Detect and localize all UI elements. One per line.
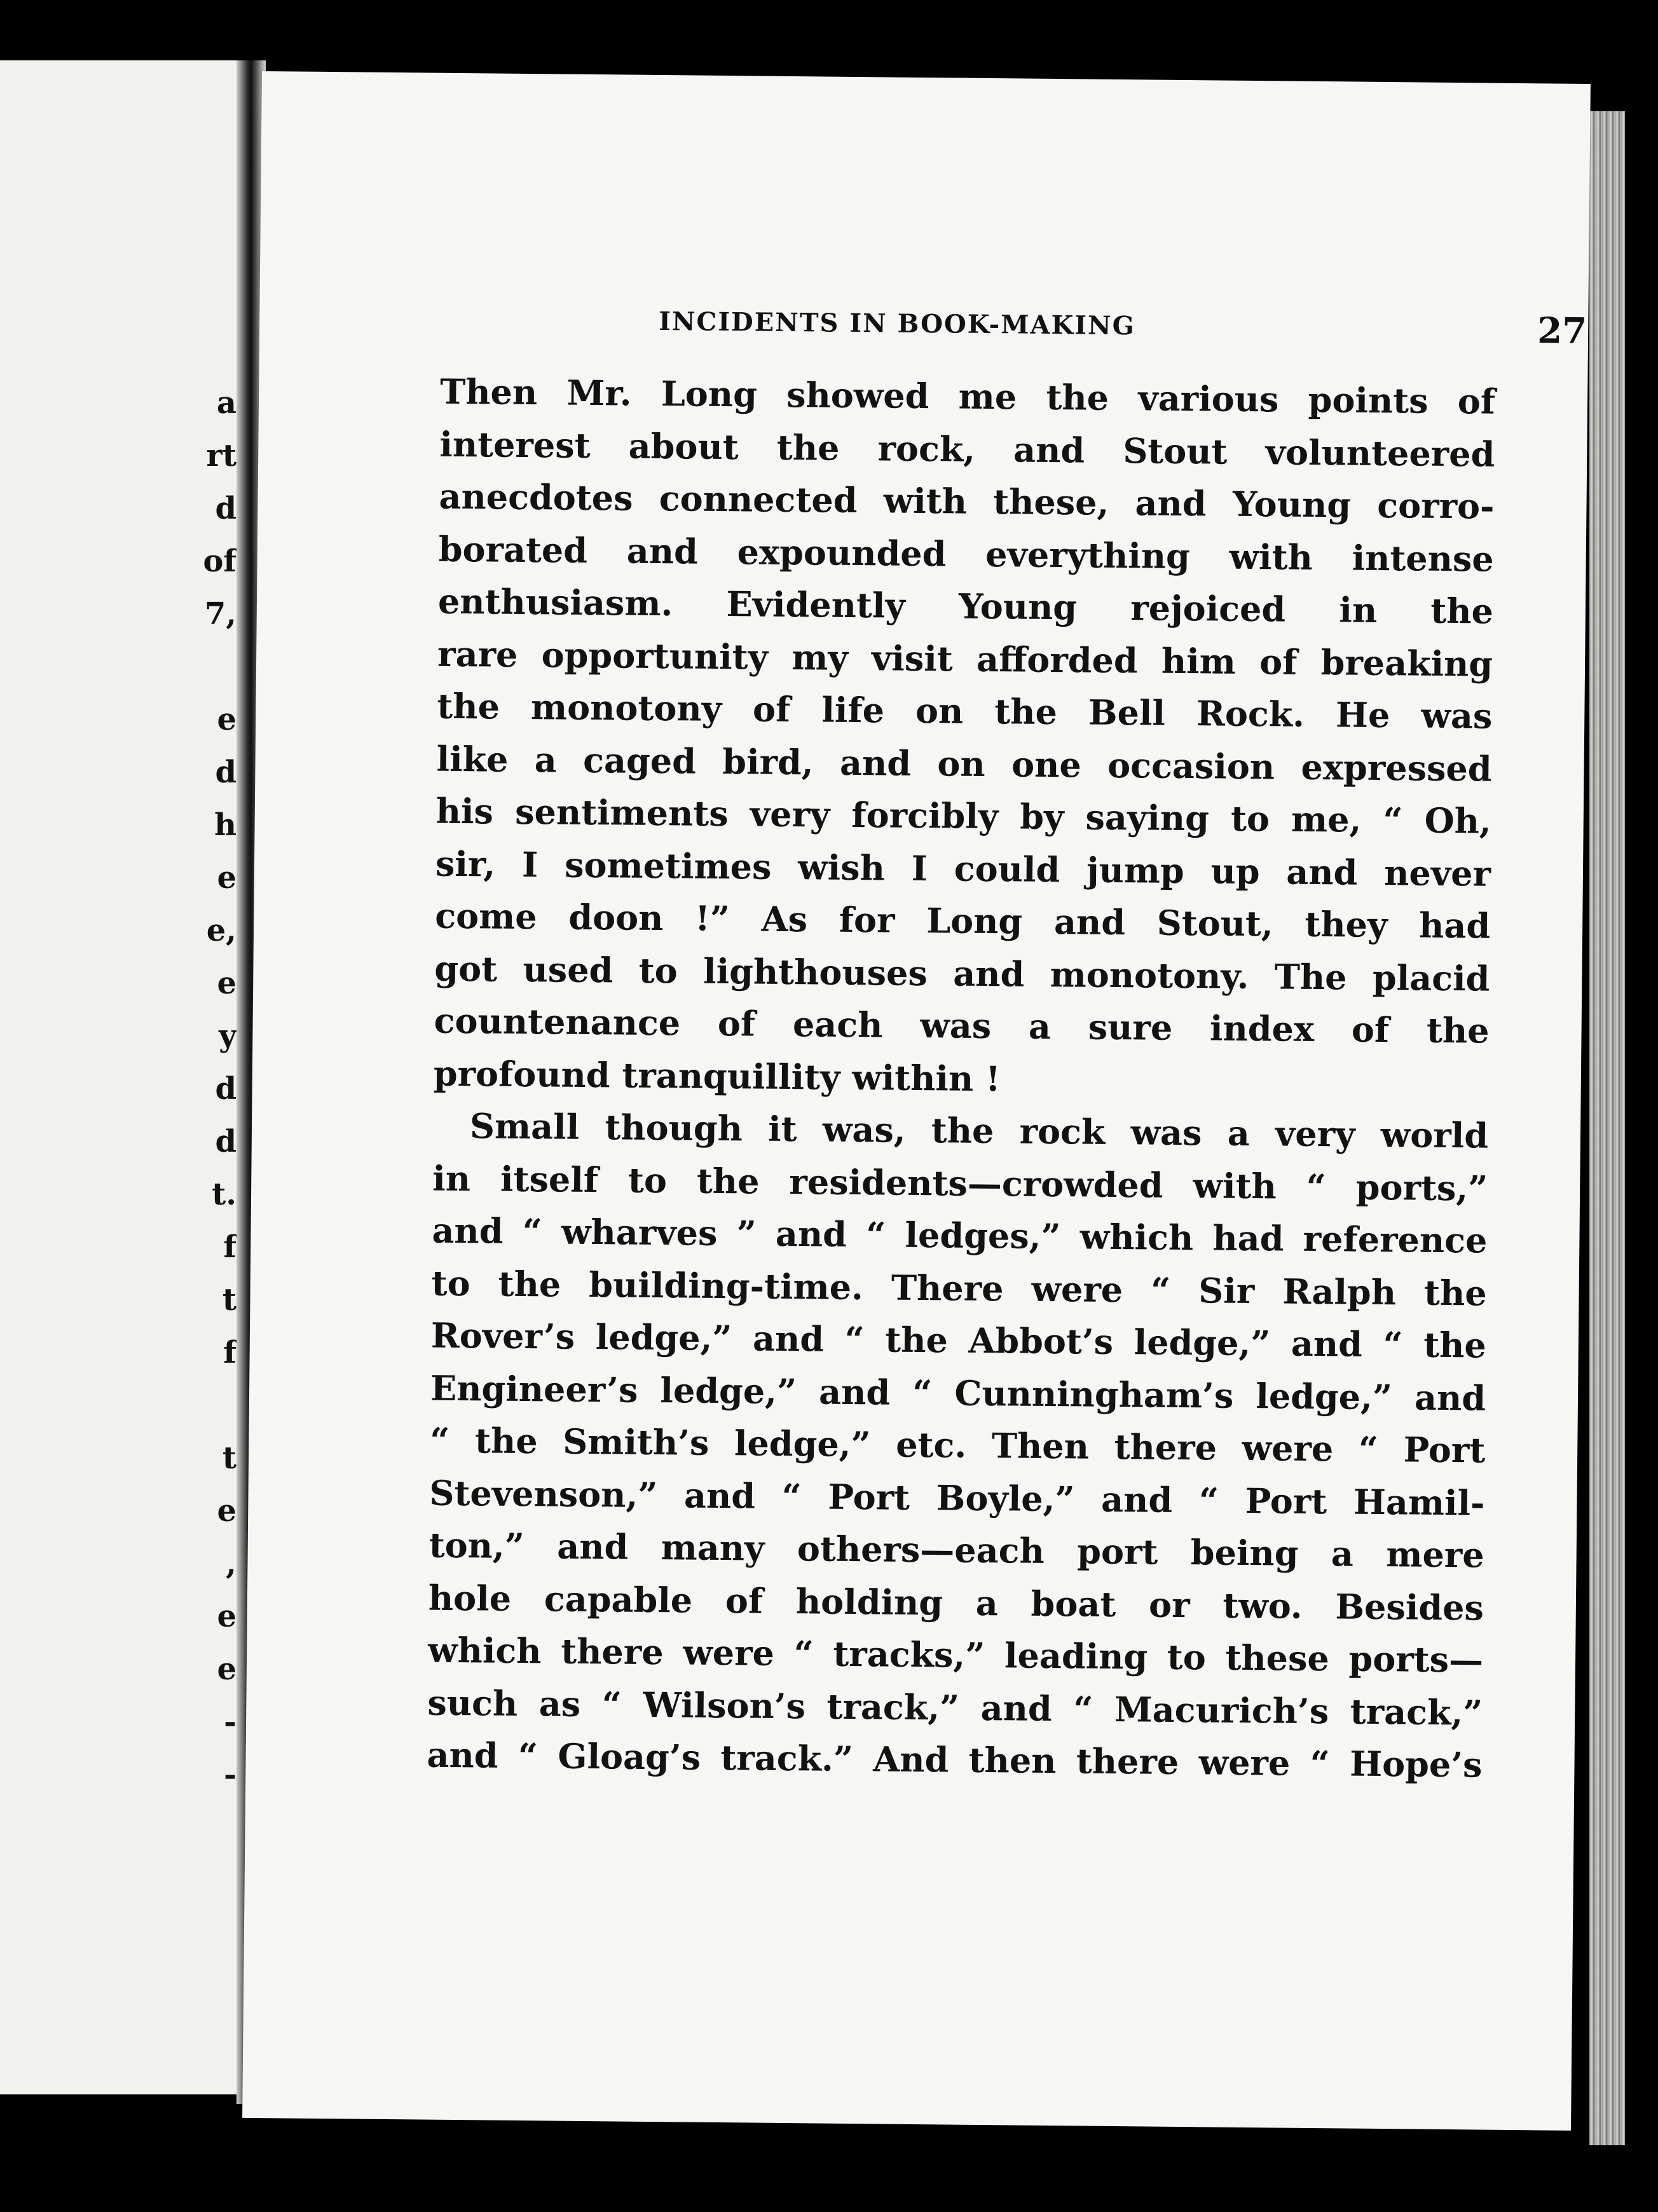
previous-page-fragment: e xyxy=(217,966,236,1001)
paragraph xyxy=(433,365,1495,1110)
previous-page-fragment: 7, xyxy=(204,596,236,632)
text-line: come doon !” As for Long and Stout, they had xyxy=(434,895,1491,946)
previous-page-fragment: h xyxy=(214,807,236,843)
previous-page-fragment: t. xyxy=(212,1177,236,1212)
text-line: rare opportunity my visit afforded him of breaking xyxy=(437,633,1493,685)
previous-page-fragment: f xyxy=(223,1335,236,1370)
text-line: sir, I sometimes wish I could jump up and never xyxy=(435,843,1491,894)
previous-page-fragment: d xyxy=(215,1124,236,1159)
previous-page-fragment: rt xyxy=(206,438,236,474)
text-line: Small though it was, the rock was a very world xyxy=(469,1105,1489,1156)
previous-page-fragment: y xyxy=(219,1018,236,1054)
text-line: “ the Smith’s ledge,” etc. Then there were “ Port xyxy=(430,1419,1486,1471)
text-line: profound tranquillity within ! xyxy=(433,1053,1001,1099)
text-line: his sentiments very forcibly by saying to me, “ Oh, xyxy=(435,790,1492,842)
body-text xyxy=(427,365,1495,1791)
text-line: countenance of each was a sure index of the xyxy=(434,1000,1490,1051)
previous-page-fragment: d xyxy=(215,754,236,790)
previous-page-fragment: e xyxy=(217,702,236,737)
previous-page-fragment: e xyxy=(217,1651,236,1687)
text-line: enthusiasm. Evidently Young rejoiced in the xyxy=(437,580,1494,632)
previous-page-fragment: e xyxy=(217,1493,236,1529)
previous-page-fragment: of xyxy=(203,543,236,579)
text-line: borated and expounded everything with intense xyxy=(438,528,1495,580)
previous-page-fragment: f xyxy=(223,1229,236,1265)
text-line: such as “ Wilson’s track,” and “ Macurich’s track,” xyxy=(427,1682,1483,1733)
previous-page-fragment: d xyxy=(215,491,236,526)
previous-page-fragment: - xyxy=(224,1757,236,1792)
previous-page-fragment: t xyxy=(222,1282,236,1318)
previous-page-fragment: , xyxy=(226,1546,236,1581)
running-head xyxy=(659,306,1587,353)
previous-page-fragment: - xyxy=(224,1704,236,1740)
text-line: Rover’s ledge,” and “ the Abbot’s ledge,” and “ the xyxy=(430,1314,1487,1366)
text-line: and “ Gloag’s track.” And then there were “ Hope’s xyxy=(427,1734,1483,1785)
text-line: interest about the rock, and Stout volunteered xyxy=(439,423,1495,475)
paragraph xyxy=(427,1100,1488,1791)
previous-page-fragment: t xyxy=(222,1440,236,1476)
text-line: Then Mr. Long showed me the various points of xyxy=(439,371,1496,422)
previous-page-edge xyxy=(0,60,236,2094)
previous-page-fragment: e xyxy=(217,1599,236,1634)
text-line: which there were “ tracks,” leading to these ports— xyxy=(427,1629,1484,1681)
running-head-title: INCIDENTS IN BOOK-MAKING xyxy=(659,306,1135,341)
previous-page-fragment: a xyxy=(216,385,236,421)
text-line: anecdotes connected with these, and Young corro- xyxy=(439,475,1495,527)
text-line: the monotony of life on the Bell Rock. He was xyxy=(437,685,1493,737)
text-line: got used to lighthouses and monotony. The placid xyxy=(434,948,1490,999)
text-line: like a caged bird, and on one occasion expressed xyxy=(436,738,1492,789)
text-line: hole capable of holding a boat or two. Besides xyxy=(428,1577,1484,1628)
page-number: 27 xyxy=(1537,310,1587,353)
previous-page-fragment: e, xyxy=(206,913,236,948)
text-line: in itself to the residents—crowded with “ ports,” xyxy=(432,1157,1488,1209)
previous-page-fragment: d xyxy=(215,1071,236,1107)
text-line: and “ wharves ” and “ ledges,” which had reference xyxy=(432,1210,1488,1261)
text-line: Engineer’s ledge,” and “ Cunningham’s ledge,” and xyxy=(430,1367,1486,1419)
book-page xyxy=(242,71,1591,2131)
text-line: to the building-time. There were “ Sir Ralph the xyxy=(431,1262,1487,1314)
previous-page-fragment: e xyxy=(217,860,236,896)
text-line: ton,” and many others—each port being a mere xyxy=(428,1524,1484,1576)
text-line: Stevenson,” and “ Port Boyle,” and “ Port Hamil- xyxy=(429,1472,1485,1524)
page-stack-edges xyxy=(1589,111,1625,2145)
